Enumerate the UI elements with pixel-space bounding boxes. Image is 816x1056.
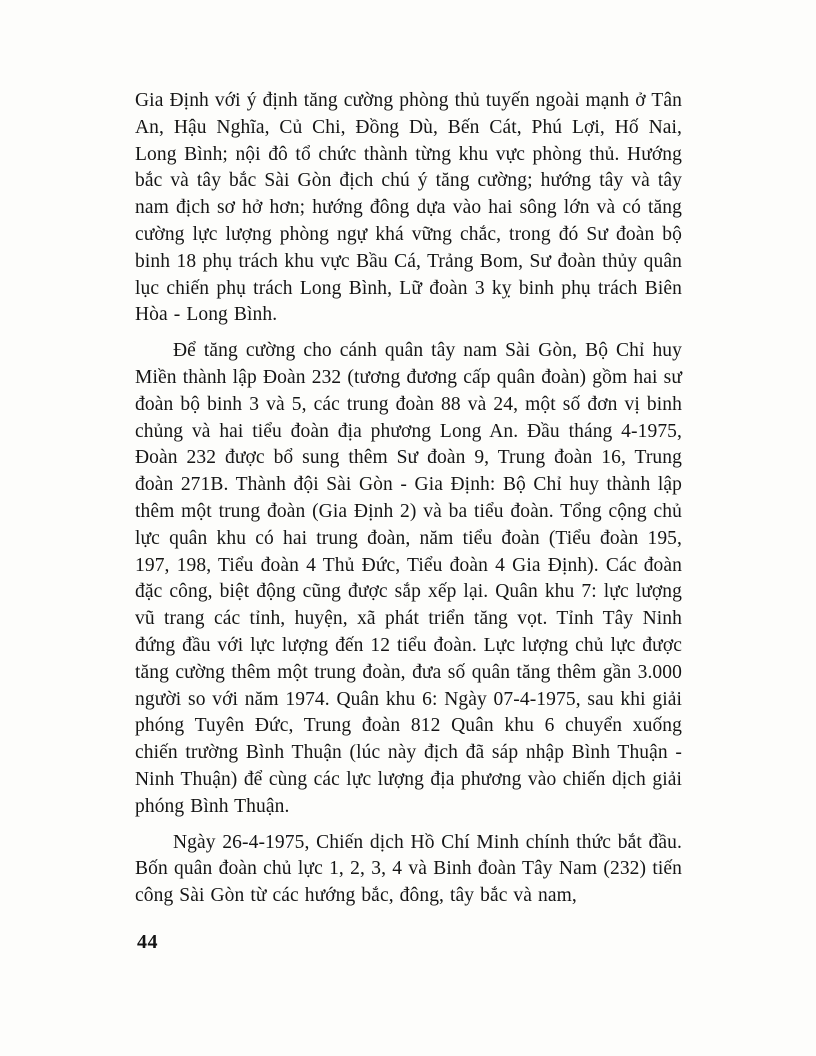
page-number: 44 [137, 931, 158, 953]
body-paragraph: Gia Định với ý định tăng cường phòng thủ tuyến ngoài mạnh ở Tân An, Hậu Nghĩa, Củ Chi, Đồng Dù, Bến Cát, Phú Lợi, Hố Nai, Long Bình; nội đô tổ chức thành từng khu vực phòng thủ. Hướng bắc và tây bắc Sài Gòn địch chú ý tăng cường; hướng tây và tây nam địch sơ hở hơn; hướng đông dựa vào hai sông lớn và có tăng cường lực lượng phòng ngự khá vững chắc, trong đó Sư đoàn bộ binh 18 phụ trách khu vực Bầu Cá, Trảng Bom, Sư đoàn thủy quân lục chiến phụ trách Long Bình, Lữ đoàn 3 kỵ binh phụ trách Biên Hòa - Long Bình. [135, 90, 682, 326]
body-text-block [135, 88, 682, 910]
body-paragraph: Để tăng cường cho cánh quân tây nam Sài Gòn, Bộ Chỉ huy Miền thành lập Đoàn 232 (tương đương cấp quân đoàn) gồm hai sư đoàn bộ binh 3 và 5, các trung đoàn 88 và 24, một số đơn vị binh chủng và hai tiểu đoàn địa phương Long An. Đầu tháng 4-1975, Đoàn 232 được bổ sung thêm Sư đoàn 9, Trung đoàn 16, Trung đoàn 271B. Thành đội Sài Gòn - Gia Định: Bộ Chỉ huy thành lập thêm một trung đoàn (Gia Định 2) và ba tiểu đoàn. Tổng cộng chủ lực quân khu có hai trung đoàn, năm tiểu đoàn (Tiểu đoàn 195, 197, 198, Tiểu đoàn 4 Thủ Đức, Tiểu đoàn 4 Gia Định). Các đoàn đặc công, biệt động cũng được sắp xếp lại. Quân khu 7: lực lượng vũ trang các tỉnh, huyện, xã phát triển tăng vọt. Tỉnh Tây Ninh đứng đầu với lực lượng đến 12 tiểu đoàn. Lực lượng chủ lực được tăng cường thêm một trung đoàn, đưa số quân tăng thêm gần 3.000 người so với năm 1974. Quân khu 6: Ngày 07-4-1975, sau khi giải phóng Tuyên Đức, Trung đoàn 812 Quân khu 6 chuyển xuống chiến trường Bình Thuận (lúc này địch đã sáp nhập Bình Thuận - Ninh Thuận) để cùng các lực lượng địa phương vào chiến dịch giải phóng Bình Thuận. [135, 340, 682, 817]
body-paragraph: Ngày 26-4-1975, Chiến dịch Hồ Chí Minh chính thức bắt đầu. Bốn quân đoàn chủ lực 1, 2, 3, 4 và Binh đoàn Tây Nam (232) tiến công Sài Gòn từ các hướng bắc, đông, tây bắc và nam, [135, 831, 682, 907]
